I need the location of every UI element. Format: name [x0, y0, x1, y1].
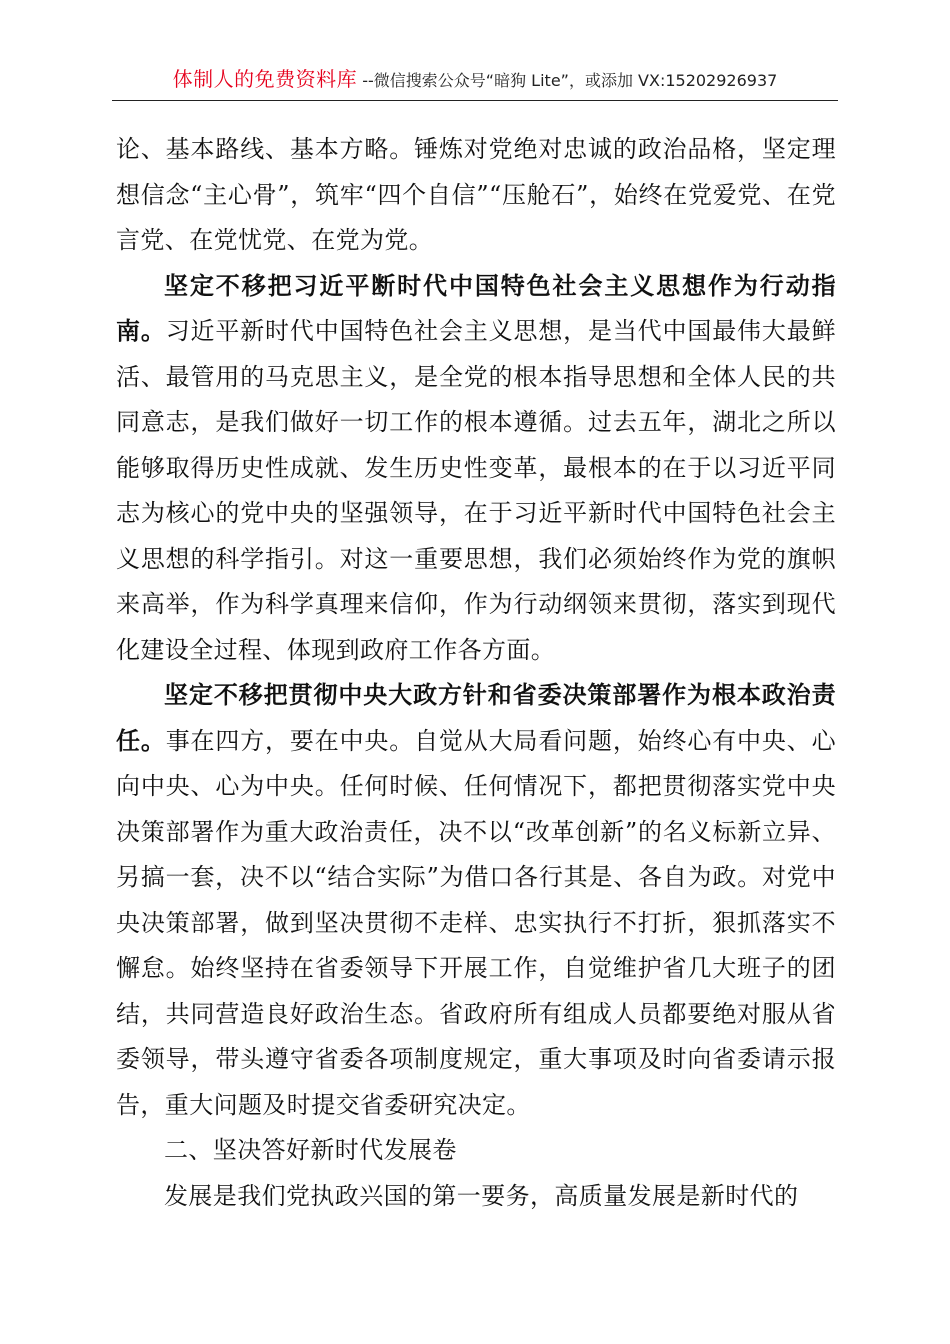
paragraph-1-text: 论、基本路线、基本方略。锤炼对党绝对忠诚的政治品格，坚定理想信念“主心骨”，筑牢“四个自信”“压舱石”，始终在党爱党、在党言党、在党忧党、在党为党。 [116, 135, 836, 254]
paragraph-2-lead: 坚定不移把习近平断时代中国特色社会主义思想作为行动指南。 [116, 271, 836, 345]
paragraph-2 [116, 264, 836, 674]
header-subtitle: --微信搜索公众号“暗狗 Lite”，或添加 VX:15202926937 [357, 71, 778, 90]
paragraph-3-text: 事在四方，要在中央。自觉从大局看问题，始终心有中央、心向中央、心为中央。任何时候、任何情况下，都把贯彻落实党中央决策部署作为重大政治责任，决不以“改革创新”的名义标新立异、另搞一套，决不以“结合实际”为借口各行其是、各自为政。对党中央决策部署，做到坚决贯彻不走样、忠实执行不打折，狠抓落实不懈怠。始终坚持在省委领导下开展工作，自觉维护省几大班子的团结，共同营造良好政治生态。省政府所有组成人员都要绝对服从省委领导，带头遵守省委各项制度规定，重大事项及时向省委请示报告，重大问题及时提交省委研究决定。 [116, 726, 836, 1119]
paragraph-2-text: 习近平新时代中国特色社会主义思想，是当代中国最伟大最鲜活、最管用的马克思主义，是全党的根本指导思想和全体人民的共同意志，是我们做好一切工作的根本遵循。过去五年，湖北之所以能够取得历史性成就、发生历史性变革，最根本的在于以习近平同志为核心的党中央的坚强领导，在于习近平新时代中国特色社会主义思想的科学指引。对这一重要思想，我们必须始终作为党的旗帜来高举，作为科学真理来信仰，作为行动纲领来贯彻，落实到现代化建设全过程、体现到政府工作各方面。 [116, 317, 836, 664]
section-heading: 二、坚决答好新时代发展卷 [164, 1136, 457, 1164]
page-header [112, 64, 838, 101]
paragraph-1 [116, 127, 836, 264]
header-brand: 体制人的免费资料库 [172, 67, 358, 91]
paragraph-4: 发展是我们党执政兴国的第一要务，高质量发展是新时代的 [164, 1181, 799, 1210]
document-body [116, 127, 836, 1219]
paragraph-3-lead: 坚定不移把贯彻中央大政方针和省委决策部署作为根本政治责任。 [116, 681, 836, 755]
paragraph-3 [116, 673, 836, 1128]
